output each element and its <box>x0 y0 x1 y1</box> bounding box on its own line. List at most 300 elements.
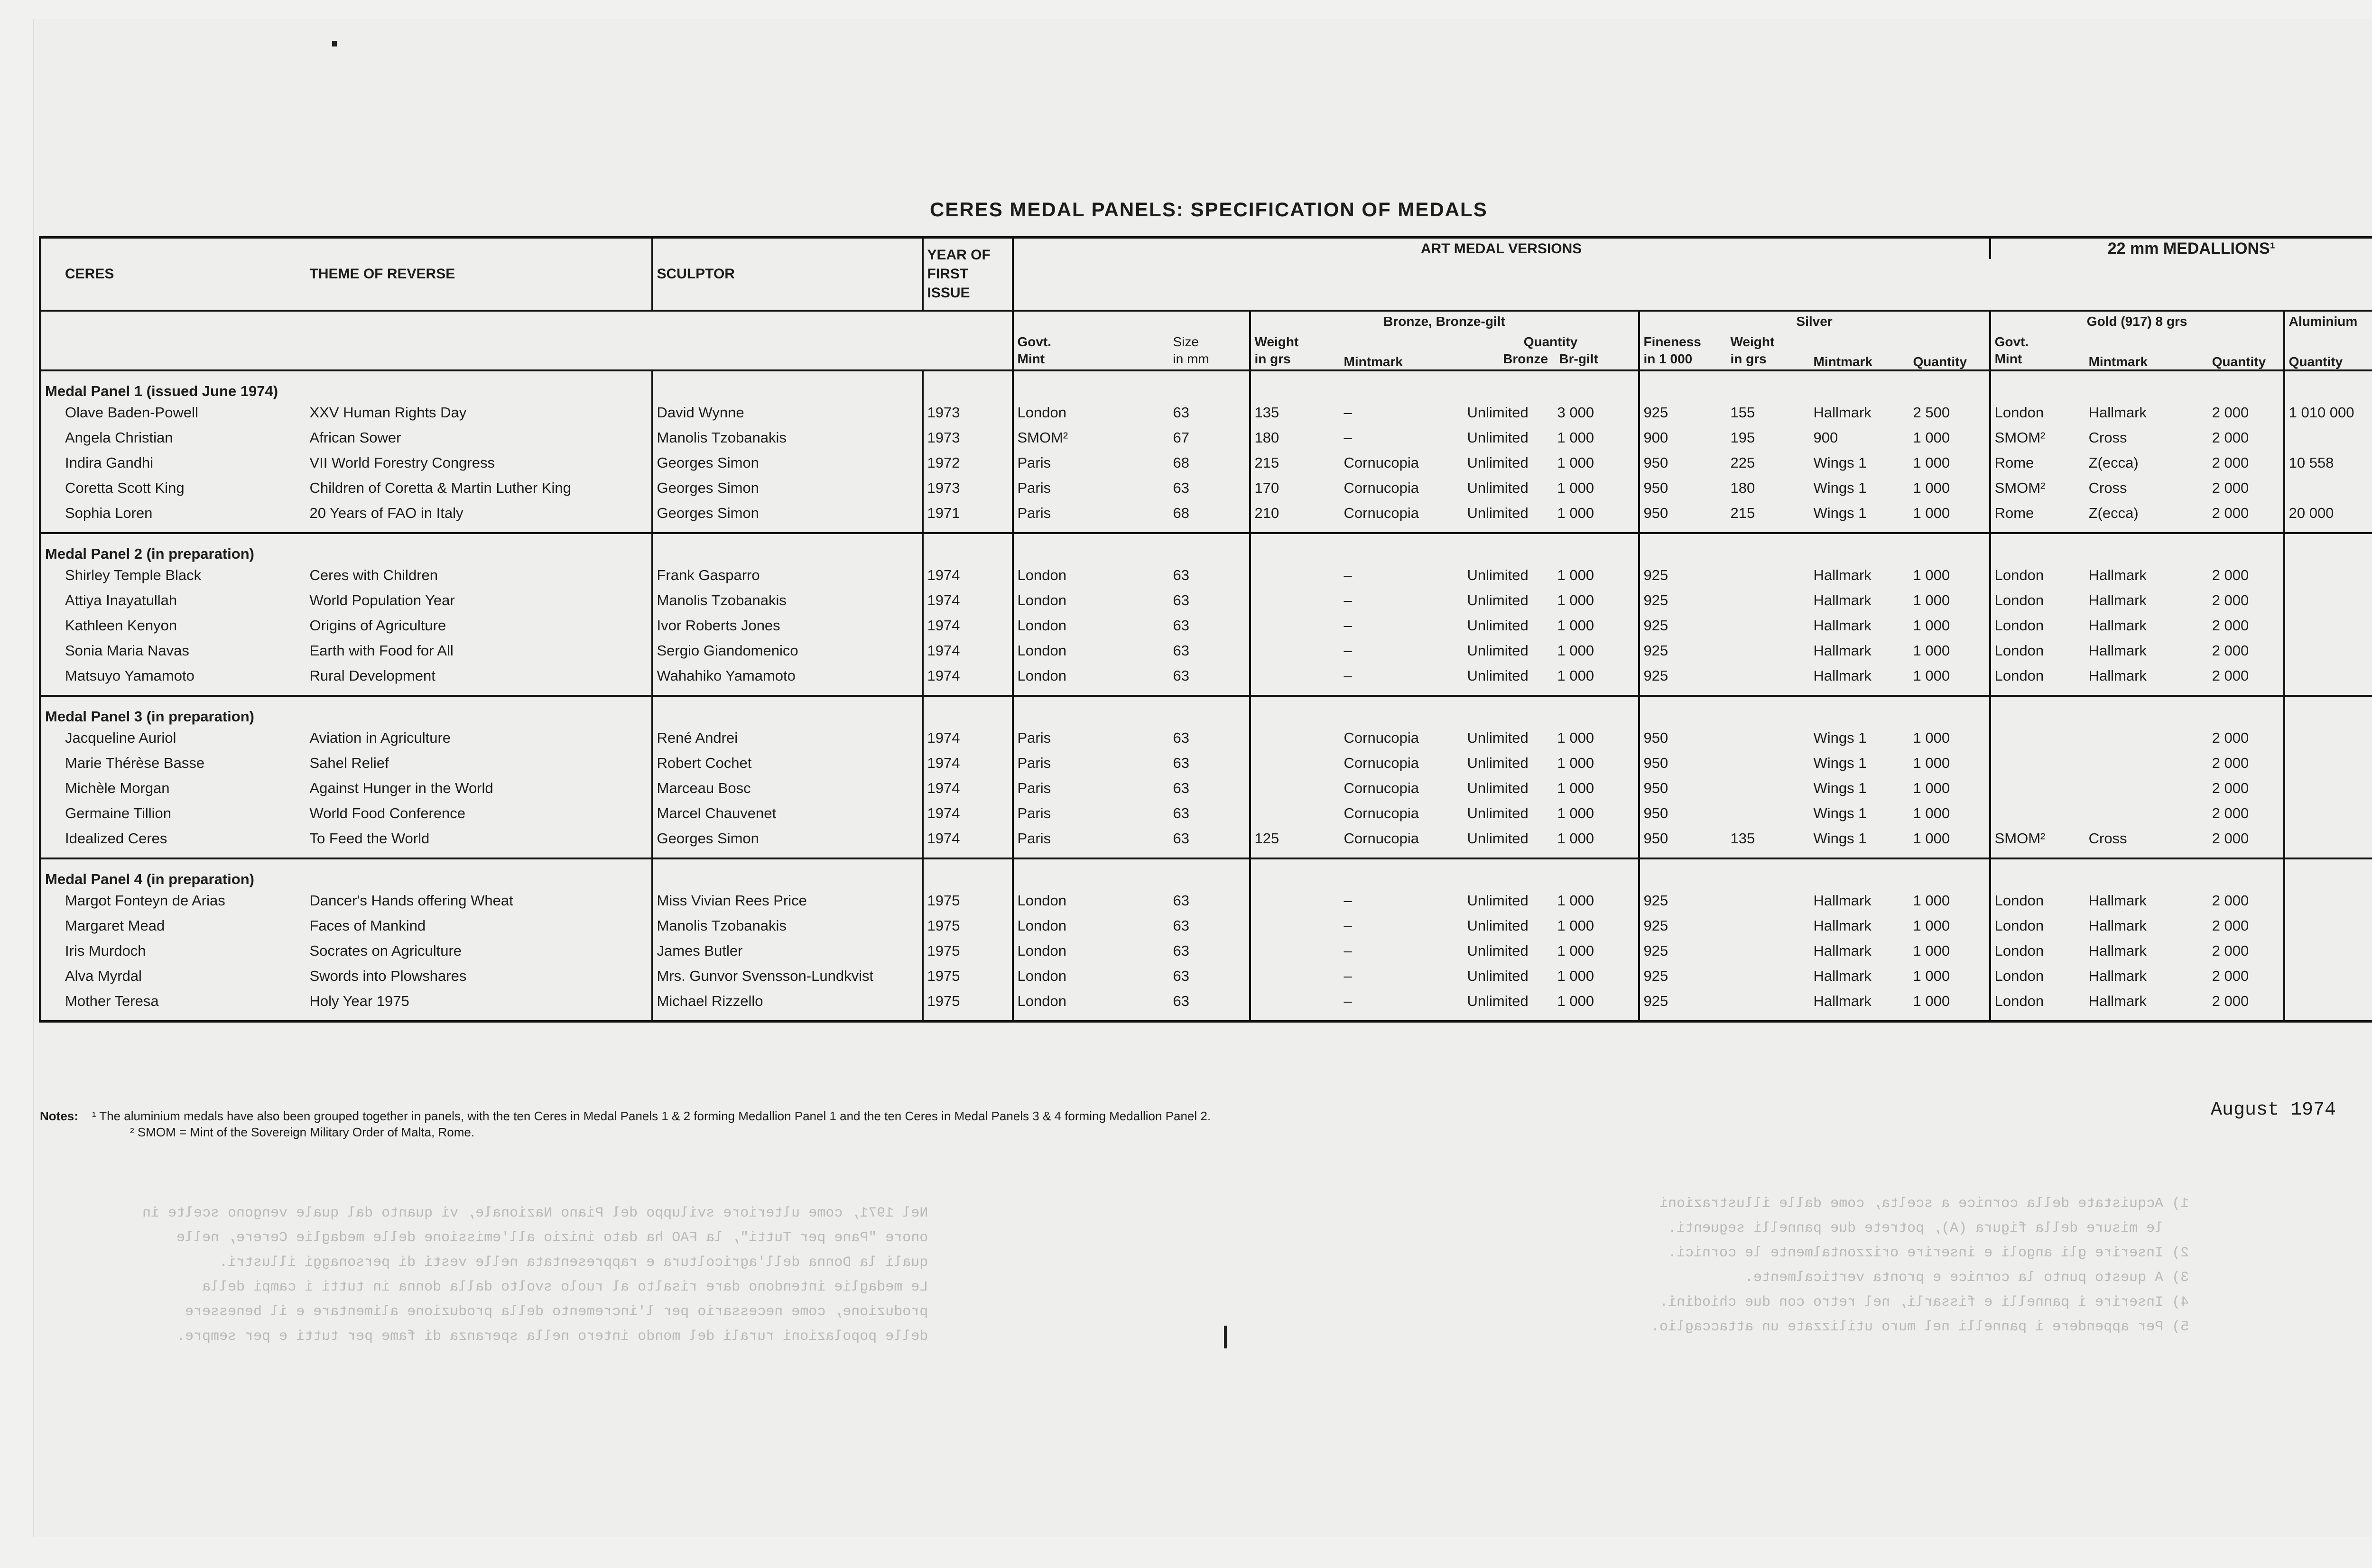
header-bronze-quantity: Quantity Bronze Br-gilt <box>1503 334 1598 366</box>
cell-gold-mintmark: Hallmark <box>2088 642 2147 659</box>
cell-gold-qty: 2 000 <box>2212 617 2249 634</box>
cell-silver-qty: 1 000 <box>1913 642 1950 659</box>
header-aluminium-quantity: Quantity <box>2284 332 2372 370</box>
cell-bronze-mint: Paris <box>1013 801 1169 826</box>
cell-gold-qty: 2 000 <box>2212 479 2249 496</box>
notes <box>40 1108 1211 1140</box>
cell-gold-mintmark: Hallmark <box>2088 591 2147 609</box>
cell-silver-weight <box>1727 801 1810 826</box>
cell-silver-weight: 180 <box>1730 479 1755 496</box>
cell-aluminium-qty <box>2284 826 2372 858</box>
cell-size: 63 <box>1173 404 1189 421</box>
cell-bronze-mintmark: – <box>1344 642 1352 659</box>
header-bronze-weight: Weight in grs <box>1250 332 1340 370</box>
cell-sculptor: Sergio Giandomenico <box>652 638 923 663</box>
cell-year: 1974 <box>923 826 1013 858</box>
cell-theme: VII World Forestry Congress <box>309 454 495 471</box>
cell-aluminium-qty <box>2284 963 2372 988</box>
table-row <box>40 450 2372 475</box>
cell-theme: African Sower <box>309 429 401 446</box>
cell-silver-qty: 1 000 <box>1913 754 1950 771</box>
cell-silver-weight: 215 <box>1730 504 1755 521</box>
cell-gold-qty: 2 000 <box>2212 942 2249 959</box>
cell-year: 1973 <box>923 425 1013 450</box>
cell-silver-qty: 1 000 <box>1913 917 1950 934</box>
cell-silver-qty: 1 000 <box>1913 942 1950 959</box>
cell-bronze-mintmark: Cornucopia <box>1344 754 1419 771</box>
header-sculptor: SCULPTOR <box>652 238 923 311</box>
cell-brgilt-qty: 1 000 <box>1557 754 1594 771</box>
cell-theme: Sahel Relief <box>309 754 389 771</box>
cell-sculptor: René Andrei <box>652 725 923 750</box>
cell-ceres: Jacqueline Auriol <box>65 729 176 746</box>
cell-theme: Children of Coretta & Martin Luther King <box>309 479 571 496</box>
cell-year: 1973 <box>923 400 1013 425</box>
cell-bronze-mint: Paris <box>1013 826 1169 858</box>
cell-gold-qty: 2 000 <box>2212 591 2249 609</box>
cell-gold-qty: 2 000 <box>2212 804 2249 821</box>
cell-gold-mint: London <box>1990 913 2085 938</box>
cell-silver-qty: 1 000 <box>1913 429 1950 446</box>
cell-size: 63 <box>1173 667 1189 684</box>
table-row <box>40 826 2372 858</box>
cell-brgilt-qty: 1 000 <box>1557 479 1594 496</box>
cell-aluminium-qty <box>2284 475 2372 500</box>
cell-ceres: Idealized Ceres <box>65 830 167 847</box>
cell-gold-mint: Rome <box>1990 500 2085 533</box>
cell-gold-qty: 2 000 <box>2212 429 2249 446</box>
cell-gold-mintmark: Cross <box>2088 479 2127 496</box>
cell-year: 1974 <box>923 725 1013 750</box>
cell-silver-mintmark: Hallmark <box>1813 566 1872 583</box>
cell-theme: Rural Development <box>309 667 435 684</box>
cell-sculptor: Marceau Bosc <box>652 775 923 801</box>
cell-fineness: 925 <box>1639 938 1727 963</box>
cell-fineness: 950 <box>1639 450 1727 475</box>
cell-gold-qty: 2 000 <box>2212 729 2249 746</box>
cell-brgilt-qty: 1 000 <box>1557 617 1594 634</box>
cell-bronze-qty: Unlimited <box>1467 917 1529 934</box>
cell-silver-mintmark: Wings 1 <box>1813 830 1867 847</box>
cell-fineness: 925 <box>1639 988 1727 1022</box>
cell-year: 1974 <box>923 563 1013 588</box>
cell-aluminium-qty: 1 010 000 <box>2284 400 2372 425</box>
cell-bronze-mintmark: Cornucopia <box>1344 504 1419 521</box>
cell-ceres: Indira Gandhi <box>65 454 154 471</box>
cell-silver-weight: 195 <box>1730 429 1755 446</box>
cell-bronze-mintmark: – <box>1344 967 1352 984</box>
cell-bronze-qty: Unlimited <box>1467 504 1529 521</box>
panel-title: Medal Panel 1 (issued June 1974) <box>45 383 278 399</box>
cell-size: 63 <box>1173 830 1189 847</box>
cell-bronze-mintmark: – <box>1344 429 1352 446</box>
cell-ceres: Shirley Temple Black <box>65 566 202 583</box>
cell-aluminium-qty <box>2284 725 2372 750</box>
cell-ceres: Marie Thérèse Basse <box>65 754 205 771</box>
cell-bronze-weight <box>1250 613 1340 638</box>
cell-gold-mintmark <box>2085 750 2208 775</box>
cell-bronze-mint: Paris <box>1013 775 1169 801</box>
header-gold-govt-mint: Govt. Mint <box>1990 332 2085 370</box>
cell-year: 1975 <box>923 888 1013 913</box>
cell-theme: XXV Human Rights Day <box>309 404 467 421</box>
cell-silver-qty: 1 000 <box>1913 779 1950 796</box>
header-gold-mintmark: Mintmark <box>2088 354 2148 369</box>
note-2: ² SMOM = Mint of the Sovereign Military Order of Malta, Rome. <box>130 1125 475 1139</box>
cell-year: 1975 <box>923 913 1013 938</box>
cell-fineness: 950 <box>1639 475 1727 500</box>
cell-bronze-mint: London <box>1013 663 1169 696</box>
cell-sculptor: Manolis Tzobanakis <box>652 913 923 938</box>
cell-aluminium-qty <box>2284 750 2372 775</box>
cell-silver-qty: 1 000 <box>1913 617 1950 634</box>
cell-brgilt-qty: 1 000 <box>1557 566 1594 583</box>
cell-silver-weight <box>1727 775 1810 801</box>
table-row <box>40 963 2372 988</box>
cell-fineness: 925 <box>1639 588 1727 613</box>
cell-size: 63 <box>1173 754 1189 771</box>
cell-gold-mintmark <box>2085 801 2208 826</box>
cell-gold-mint: SMOM² <box>1990 826 2085 858</box>
cell-theme: Origins of Agriculture <box>309 617 446 634</box>
cell-bronze-mint: SMOM² <box>1013 425 1169 450</box>
table-row <box>40 613 2372 638</box>
cell-bronze-mint: Paris <box>1013 475 1169 500</box>
cell-brgilt-qty: 1 000 <box>1557 942 1594 959</box>
cell-year: 1974 <box>923 750 1013 775</box>
cell-fineness: 925 <box>1639 663 1727 696</box>
cell-sculptor: James Butler <box>652 938 923 963</box>
cell-size: 63 <box>1173 992 1189 1009</box>
cell-gold-mint <box>1990 750 2085 775</box>
cell-gold-mintmark: Hallmark <box>2088 992 2147 1009</box>
table-row <box>40 563 2372 588</box>
cell-size: 63 <box>1173 892 1189 909</box>
cell-bronze-qty: Unlimited <box>1467 804 1529 821</box>
table-row <box>40 725 2372 750</box>
cell-brgilt-qty: 1 000 <box>1557 642 1594 659</box>
cell-size: 63 <box>1173 591 1189 609</box>
table-row <box>40 400 2372 425</box>
cell-ceres: Alva Myrdal <box>65 967 142 984</box>
header-gold-quantity: Quantity <box>2212 354 2266 369</box>
cell-gold-mint <box>1990 775 2085 801</box>
cell-brgilt-qty: 1 000 <box>1557 917 1594 934</box>
cell-silver-qty: 1 000 <box>1913 729 1950 746</box>
page-title: CERES MEDAL PANELS: SPECIFICATION OF MEDALS <box>930 198 1488 221</box>
cell-size: 63 <box>1173 942 1189 959</box>
cell-ceres: Iris Murdoch <box>65 942 146 959</box>
header-silver-mintmark: Mintmark <box>1813 354 1872 369</box>
cell-silver-weight <box>1727 988 1810 1022</box>
cell-gold-mintmark: Hallmark <box>2088 566 2147 583</box>
cell-gold-qty: 2 000 <box>2212 504 2249 521</box>
cell-gold-qty: 2 000 <box>2212 454 2249 471</box>
header-size: Size in mm <box>1173 334 1209 366</box>
cell-aluminium-qty <box>2284 588 2372 613</box>
cell-bronze-mintmark: – <box>1344 667 1352 684</box>
cell-fineness: 950 <box>1639 801 1727 826</box>
panel-title: Medal Panel 3 (in preparation) <box>45 708 254 725</box>
cell-gold-qty: 2 000 <box>2212 917 2249 934</box>
document-date: August 1974 <box>2211 1099 2336 1121</box>
cell-sculptor: Georges Simon <box>652 826 923 858</box>
cell-gold-mintmark: Hallmark <box>2088 967 2147 984</box>
cell-year: 1974 <box>923 613 1013 638</box>
cell-bronze-mintmark: – <box>1344 892 1352 909</box>
header-silver-quantity: Quantity <box>1913 354 1967 369</box>
cell-gold-mintmark: Hallmark <box>2088 667 2147 684</box>
cell-silver-weight <box>1727 963 1810 988</box>
cell-theme: Aviation in Agriculture <box>309 729 451 746</box>
cell-gold-qty: 2 000 <box>2212 754 2249 771</box>
cell-gold-mintmark: Hallmark <box>2088 917 2147 934</box>
cell-bronze-weight <box>1250 913 1340 938</box>
cell-bronze-qty: Unlimited <box>1467 967 1529 984</box>
cell-aluminium-qty <box>2284 425 2372 450</box>
table-row <box>40 801 2372 826</box>
cell-silver-mintmark: Hallmark <box>1813 642 1872 659</box>
cell-brgilt-qty: 1 000 <box>1557 992 1594 1009</box>
cell-silver-mintmark: Wings 1 <box>1813 479 1867 496</box>
cell-theme: Against Hunger in the World <box>309 779 493 796</box>
cell-gold-qty: 2 000 <box>2212 779 2249 796</box>
cell-aluminium-qty <box>2284 638 2372 663</box>
cell-bronze-mint: London <box>1013 638 1169 663</box>
cell-bronze-weight <box>1250 588 1340 613</box>
cell-size: 63 <box>1173 566 1189 583</box>
cell-ceres: Sophia Loren <box>65 504 153 521</box>
cell-bronze-mintmark: – <box>1344 992 1352 1009</box>
cell-sculptor: Frank Gasparro <box>652 563 923 588</box>
cell-bronze-weight <box>1250 988 1340 1022</box>
cell-gold-mint: Rome <box>1990 450 2085 475</box>
cell-silver-qty: 2 500 <box>1913 404 1950 421</box>
cell-fineness: 925 <box>1639 400 1727 425</box>
cell-aluminium-qty <box>2284 801 2372 826</box>
cell-gold-mintmark <box>2085 725 2208 750</box>
table-row <box>40 425 2372 450</box>
cell-bronze-mintmark: Cornucopia <box>1344 804 1419 821</box>
cell-sculptor: Georges Simon <box>652 450 923 475</box>
cell-theme: Holy Year 1975 <box>309 992 409 1009</box>
cell-bronze-mint: London <box>1013 563 1169 588</box>
cell-silver-weight: 155 <box>1730 404 1755 421</box>
cell-bronze-qty: Unlimited <box>1467 892 1529 909</box>
cell-bronze-mintmark: – <box>1344 591 1352 609</box>
cell-gold-mintmark: Hallmark <box>2088 404 2147 421</box>
cell-bronze-mint: London <box>1013 913 1169 938</box>
cell-size: 63 <box>1173 804 1189 821</box>
cell-fineness: 925 <box>1639 963 1727 988</box>
table-row <box>40 913 2372 938</box>
cell-fineness: 925 <box>1639 613 1727 638</box>
cell-bronze-qty: Unlimited <box>1467 779 1529 796</box>
cell-bronze-mint: London <box>1013 938 1169 963</box>
cell-silver-mintmark: Hallmark <box>1813 892 1872 909</box>
cell-bronze-mint: Paris <box>1013 500 1169 533</box>
table-row <box>40 500 2372 533</box>
table-row <box>40 588 2372 613</box>
cell-aluminium-qty <box>2284 775 2372 801</box>
table-row <box>40 938 2372 963</box>
cell-year: 1971 <box>923 500 1013 533</box>
header-ceres: CERES <box>65 266 114 282</box>
cell-silver-mintmark: Hallmark <box>1813 967 1872 984</box>
cell-bronze-weight <box>1250 663 1340 696</box>
cell-gold-qty: 2 000 <box>2212 892 2249 909</box>
header-theme: THEME OF REVERSE <box>309 266 455 282</box>
cell-silver-weight: 225 <box>1730 454 1755 471</box>
cell-silver-mintmark: Wings 1 <box>1813 779 1867 796</box>
cell-bronze-weight: 125 <box>1250 826 1340 858</box>
cell-brgilt-qty: 1 000 <box>1557 429 1594 446</box>
cell-silver-mintmark: Wings 1 <box>1813 729 1867 746</box>
cell-size: 63 <box>1173 479 1189 496</box>
cell-gold-mint: London <box>1990 563 2085 588</box>
cell-gold-mintmark: Hallmark <box>2088 942 2147 959</box>
cell-ceres: Attiya Inayatullah <box>65 591 177 609</box>
cell-silver-weight <box>1727 725 1810 750</box>
cell-brgilt-qty: 1 000 <box>1557 667 1594 684</box>
cell-silver-mintmark: Wings 1 <box>1813 754 1867 771</box>
cell-bronze-weight: 135 <box>1250 400 1340 425</box>
cell-bronze-qty: Unlimited <box>1467 667 1529 684</box>
cell-size: 68 <box>1173 454 1189 471</box>
cell-gold-qty: 2 000 <box>2212 992 2249 1009</box>
cell-gold-mintmark: Cross <box>2088 429 2127 446</box>
cell-year: 1972 <box>923 450 1013 475</box>
cell-bronze-mint: Paris <box>1013 725 1169 750</box>
cell-theme: Dancer's Hands offering Wheat <box>309 892 513 909</box>
cell-brgilt-qty: 1 000 <box>1557 454 1594 471</box>
cell-ceres: Coretta Scott King <box>65 479 185 496</box>
cell-aluminium-qty <box>2284 613 2372 638</box>
cell-ceres: Olave Baden-Powell <box>65 404 198 421</box>
cell-year: 1974 <box>923 638 1013 663</box>
cell-bronze-qty: Unlimited <box>1467 642 1529 659</box>
cell-bronze-mintmark: Cornucopia <box>1344 779 1419 796</box>
stray-mark <box>332 41 337 46</box>
header-fineness: Fineness in 1 000 <box>1639 332 1727 370</box>
cell-gold-mint: London <box>1990 400 2085 425</box>
cell-bronze-mintmark: Cornucopia <box>1344 479 1419 496</box>
cell-silver-weight <box>1727 663 1810 696</box>
cell-silver-qty: 1 000 <box>1913 992 1950 1009</box>
cell-aluminium-qty: 20 000 <box>2284 500 2372 533</box>
cell-aluminium-qty <box>2284 913 2372 938</box>
cell-ceres: Margaret Mead <box>65 917 165 934</box>
cell-silver-mintmark: Hallmark <box>1813 992 1872 1009</box>
cell-bronze-mint: Paris <box>1013 450 1169 475</box>
cell-gold-mint: London <box>1990 888 2085 913</box>
cell-fineness: 950 <box>1639 725 1727 750</box>
cell-aluminium-qty <box>2284 888 2372 913</box>
cell-gold-mintmark <box>2085 775 2208 801</box>
cell-silver-weight <box>1727 913 1810 938</box>
cell-bronze-weight <box>1250 725 1340 750</box>
cell-gold-qty: 2 000 <box>2212 830 2249 847</box>
cell-fineness: 950 <box>1639 750 1727 775</box>
cell-bronze-mintmark: – <box>1344 917 1352 934</box>
cell-bronze-weight: 170 <box>1250 475 1340 500</box>
cell-bronze-mintmark: – <box>1344 942 1352 959</box>
cell-bronze-weight <box>1250 963 1340 988</box>
cell-size: 68 <box>1173 504 1189 521</box>
cell-theme: Swords into Plowshares <box>309 967 467 984</box>
cell-bronze-mint: London <box>1013 963 1169 988</box>
cell-silver-qty: 1 000 <box>1913 892 1950 909</box>
cell-brgilt-qty: 1 000 <box>1557 779 1594 796</box>
cell-bronze-qty: Unlimited <box>1467 992 1529 1009</box>
cell-bronze-mint: London <box>1013 888 1169 913</box>
table-row <box>40 475 2372 500</box>
cell-silver-mintmark: Hallmark <box>1813 667 1872 684</box>
cell-bronze-mint: London <box>1013 400 1169 425</box>
cell-brgilt-qty: 1 000 <box>1557 804 1594 821</box>
cell-sculptor: Georges Simon <box>652 500 923 533</box>
panel-title: Medal Panel 2 (in preparation) <box>45 545 254 562</box>
cell-sculptor: Michael Rizzello <box>652 988 923 1022</box>
cell-silver-qty: 1 000 <box>1913 454 1950 471</box>
cell-theme: Socrates on Agriculture <box>309 942 462 959</box>
cell-size: 63 <box>1173 642 1189 659</box>
cell-fineness: 925 <box>1639 888 1727 913</box>
cell-silver-qty: 1 000 <box>1913 566 1950 583</box>
cell-bronze-weight <box>1250 775 1340 801</box>
cell-gold-qty: 2 000 <box>2212 404 2249 421</box>
cell-gold-qty: 2 000 <box>2212 642 2249 659</box>
table-row <box>40 638 2372 663</box>
cell-year: 1974 <box>923 801 1013 826</box>
cell-sculptor: Robert Cochet <box>652 750 923 775</box>
cell-sculptor: Manolis Tzobanakis <box>652 425 923 450</box>
cell-silver-weight <box>1727 638 1810 663</box>
cell-bronze-qty: Unlimited <box>1467 830 1529 847</box>
cell-bronze-mintmark: Cornucopia <box>1344 729 1419 746</box>
cell-bronze-mintmark: – <box>1344 617 1352 634</box>
header-bronze-mintmark: Mintmark <box>1344 354 1403 369</box>
cell-aluminium-qty <box>2284 663 2372 696</box>
cell-brgilt-qty: 1 000 <box>1557 591 1594 609</box>
cell-theme: World Population Year <box>309 591 455 609</box>
notes-label: Notes: <box>40 1109 78 1123</box>
cell-silver-weight <box>1727 750 1810 775</box>
cell-bronze-qty: Unlimited <box>1467 591 1529 609</box>
cell-silver-mintmark: Hallmark <box>1813 917 1872 934</box>
cell-gold-mint: London <box>1990 963 2085 988</box>
cell-gold-mint: London <box>1990 988 2085 1022</box>
cell-gold-qty: 2 000 <box>2212 667 2249 684</box>
cell-bronze-mint: London <box>1013 613 1169 638</box>
header-art-medal-versions: ART MEDAL VERSIONS <box>1013 238 1990 259</box>
cell-fineness: 925 <box>1639 563 1727 588</box>
cell-ceres: Michèle Morgan <box>65 779 170 796</box>
cell-silver-weight <box>1727 563 1810 588</box>
cell-brgilt-qty: 1 000 <box>1557 830 1594 847</box>
cell-size: 67 <box>1173 429 1189 446</box>
cell-size: 63 <box>1173 779 1189 796</box>
panels-body <box>40 370 2372 1022</box>
cell-size: 63 <box>1173 617 1189 634</box>
cell-brgilt-qty: 1 000 <box>1557 967 1594 984</box>
header-medallions: 22 mm MEDALLIONS¹ <box>1990 238 2372 259</box>
cell-sculptor: Georges Simon <box>652 475 923 500</box>
cell-gold-mint: SMOM² <box>1990 475 2085 500</box>
header-gold-group: Gold (917) 8 grs <box>1990 311 2284 332</box>
cell-sculptor: Ivor Roberts Jones <box>652 613 923 638</box>
cell-aluminium-qty <box>2284 563 2372 588</box>
